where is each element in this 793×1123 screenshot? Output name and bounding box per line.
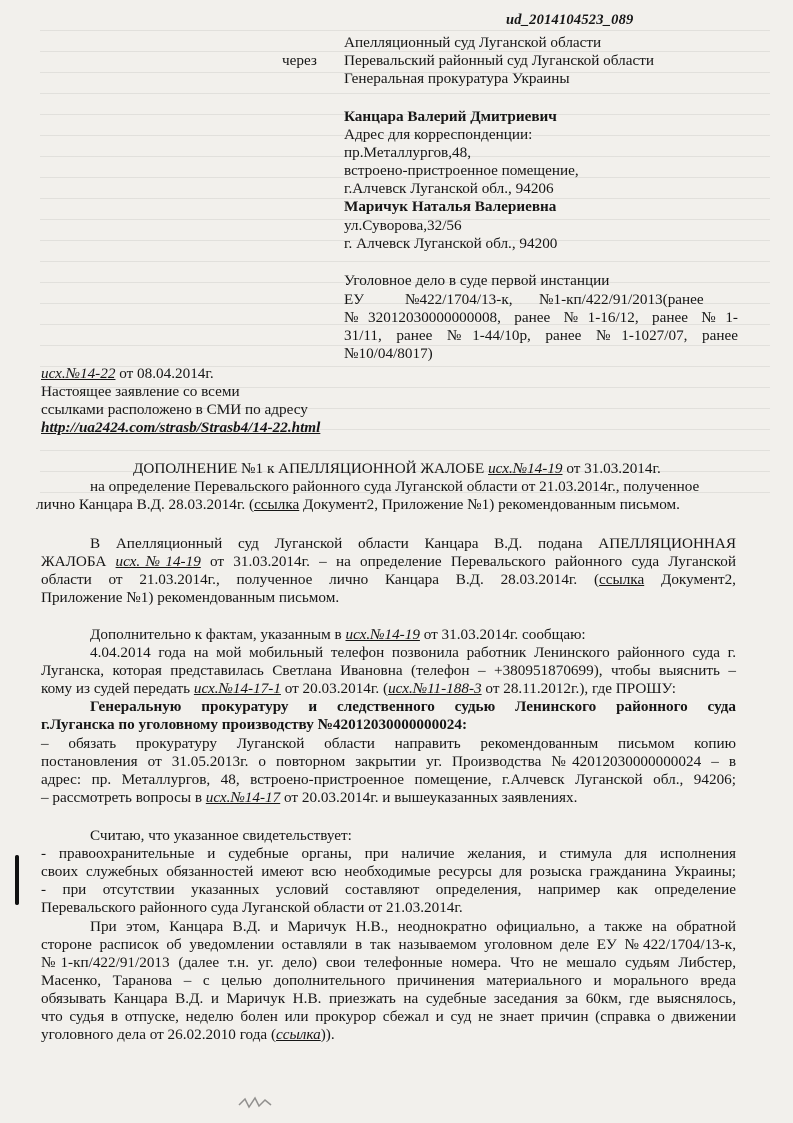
sender2-address-line1: ул.Суворова,32/56 (344, 217, 462, 234)
ink-smudge (235, 1093, 275, 1113)
para2-line2: 4.04.2014 года на мой мобильный телефон позвонила работник Ленинского районного суда г. (90, 644, 736, 661)
case-line4: №10/04/8017) (344, 345, 433, 362)
case-label: Уголовное дело в суде первой инстанции (344, 272, 610, 289)
para4-line7 (41, 1026, 335, 1044)
heading-subtitle-line1: на определение Перевальского районного суда Луганской области от 21.03.2014г., полученное (90, 478, 700, 495)
recipient-appeal-court: Апелляционный суд Луганской области (344, 34, 602, 51)
para2-line8: постановления от 31.05.2013г. о повторном закрытии уг. Производства №42012030000000024 – в (41, 753, 736, 770)
publication-url-link[interactable]: http://ua2424.com/strasb/Strasb4/14-22.html (41, 419, 321, 436)
document-id: ud_2014104523_089 (506, 12, 634, 28)
para2-l4-mid: от 20.03.2014г. ( (280, 680, 389, 697)
case-eu-number: №422/1704/13-к, (405, 291, 513, 308)
para2-request-line2: г.Луганска по уголовному производству №42012030000000024: (41, 716, 468, 733)
para1-text-cont: от 31.03.2014г. – на определение Перевальского районного суда Луганской (200, 553, 736, 570)
para2-line9: адрес: пр. Металлургов, 48, встроено-пристроенное помещение, г.Алчевск Луганской обл., 94206; (41, 771, 736, 788)
para2-line7: – обязать прокуратуру Луганской области направить рекомендованным письмом копию (41, 735, 736, 752)
heading-sub-link[interactable]: ссылка (254, 496, 300, 513)
sender1-address-line1: пр.Металлургов,48, (344, 144, 472, 161)
para1-line4: Приложение №1) рекомендованным письмом. (41, 589, 340, 606)
para1-line3 (41, 571, 736, 589)
para4-line2: стороне расписок об уведомлении оставляли в так называемом уголовном деле ЕУ №422/1704/13-к, (41, 936, 736, 953)
para4-link[interactable]: ссылка (276, 1026, 321, 1043)
sender1-address-label: Адрес для корреспонденции: (344, 126, 533, 143)
sender1-address-line2: встроено-пристроенное помещение, (344, 162, 579, 179)
para1-text-l3: области от 21.03.2014г., полученное лично Канцара В.Д. 28.03.2014г. ( (41, 571, 600, 588)
para2-l4-end: от 28.11.2012г.), где ПРОШУ: (481, 680, 677, 697)
para2-ref2-link[interactable]: исх.№14-17-1 (193, 680, 281, 697)
para2-ref-link[interactable]: исх.№14-19 (345, 626, 420, 643)
para2-line3: Луганска, которая представилась Светлана Ивановна (телефон – +380951870699), чтобы выяснить – (41, 662, 736, 679)
heading-text: ДОПОЛНЕНИЕ №1 к АПЕЛЛЯЦИОННОЙ ЖАЛОБЕ (133, 460, 489, 477)
case-eu-label: ЕУ (344, 291, 365, 308)
margin-pen-mark (15, 855, 19, 905)
para2-line10 (41, 789, 577, 807)
heading-subtitle-line2 (36, 496, 680, 514)
para1-link[interactable]: ссылка (599, 571, 645, 588)
heading-date: от 31.03.2014г. (562, 460, 661, 477)
para4-line4: Масенко, Таранова – с целью дополнительного причинения материального и морального вреда (41, 972, 736, 989)
outgoing-date: от 08.04.2014г. (115, 365, 214, 382)
para1-line2 (41, 553, 736, 571)
document-heading (133, 460, 661, 478)
para3-line5: Перевальского районного суда Луганской области от 21.03.2014г. (41, 899, 463, 916)
recipient-district-court: Перевальский районный суд Луганской области (344, 52, 654, 69)
heading-sub-text: лично Канцара В.Д. 28.03.2014г. ( (36, 496, 255, 513)
sender1-address-line3: г.Алчевск Луганской обл., 94206 (344, 180, 554, 197)
sender2-name: Маричук Наталья Валериевна (344, 198, 557, 215)
para4-line1: При этом, Канцара В.Д. и Маричук Н.В., неоднократно официально, а также на обратной (90, 918, 736, 935)
para1-ref-link[interactable]: исх.№14-19 (115, 553, 201, 570)
recipient-prosecutor: Генеральная прокуратура Украины (344, 70, 570, 87)
para2-ref3-link[interactable]: исх.№11-188-3 (388, 680, 482, 697)
case-kp-number: №1-кп/422/91/2013(ранее (539, 291, 704, 308)
para1-text: ЖАЛОБА (41, 553, 116, 570)
publication-note-line2: ссылками расположено в СМИ по адресу (41, 401, 308, 418)
para4-line6: что судья в отпуске, неделю болен или прокурор сбежал и суд не знает причин (справка о движении (41, 1008, 736, 1025)
via-label: через (282, 52, 317, 69)
publication-note-line1: Настоящее заявление со всеми (41, 383, 240, 400)
para2-l4-text: кому из судей передать (41, 680, 194, 697)
case-line3: 31/11, ранее №1-44/10р, ранее №1-1027/07, ранее (344, 327, 738, 344)
heading-sub-text-end: Документ2, Приложение №1) рекомендованным письмом. (299, 496, 680, 513)
para3-line4: - при отсутствии указанных условий составляют определения, например как определение (41, 881, 736, 898)
para2-l10-text: – рассмотреть вопросы в (41, 789, 206, 806)
para4-l7-text: уголовного дела от 26.02.2010 года ( (41, 1026, 277, 1043)
heading-ref-link[interactable]: исх.№14-19 (488, 460, 563, 477)
para4-line5: обязывать Канцара В.Д. и Маричук Н.В. приезжать на судебные заседания за 60км, где выяснялось, (41, 990, 736, 1007)
para2-l10-end: от 20.03.2014г. и вышеуказанных заявлениях. (280, 789, 578, 806)
para4-line3: №1-кп/422/91/2013 (далее т.н. уг. дело) свои телефонные номера. Что не мешало судьям Либстер, (41, 954, 736, 971)
para2-intro-end: от 31.03.2014г. сообщаю: (419, 626, 586, 643)
para2-line4 (41, 680, 676, 698)
para3-line3: своих служебных обязанностей имеют всю необходимые ресурсы для розыска гражданина Украины; (41, 863, 736, 880)
para2-ref4-link[interactable]: исх.№14-17 (205, 789, 281, 806)
para2-line1 (90, 626, 586, 644)
outgoing-ref[interactable]: исх.№14-22 (41, 365, 116, 382)
sender2-address-line2: г. Алчевск Луганской обл., 94200 (344, 235, 558, 252)
para1-text-l3-end: Документ2, (644, 571, 736, 588)
outgoing-ref-line (41, 365, 214, 383)
para1-line1: В Апелляционный суд Луганской области Канцара В.Д. подана АПЕЛЛЯЦИОННАЯ (90, 535, 736, 552)
para3-line2: - правоохранительные и судебные органы, при наличие желания, и стимула для исполнения (41, 845, 736, 862)
para4-l7-end: )). (320, 1026, 335, 1043)
case-line2: №32012030000000008, ранее №1-16/12, ранее №1- (344, 309, 738, 326)
para2-intro: Дополнительно к фактам, указанным в (90, 626, 346, 643)
sender1-name: Канцара Валерий Дмитриевич (344, 108, 557, 125)
para2-request-line1: Генеральную прокуратуру и следственного судью Ленинского районного суда (90, 698, 736, 715)
para3-line1: Считаю, что указанное свидетельствует: (90, 827, 352, 844)
